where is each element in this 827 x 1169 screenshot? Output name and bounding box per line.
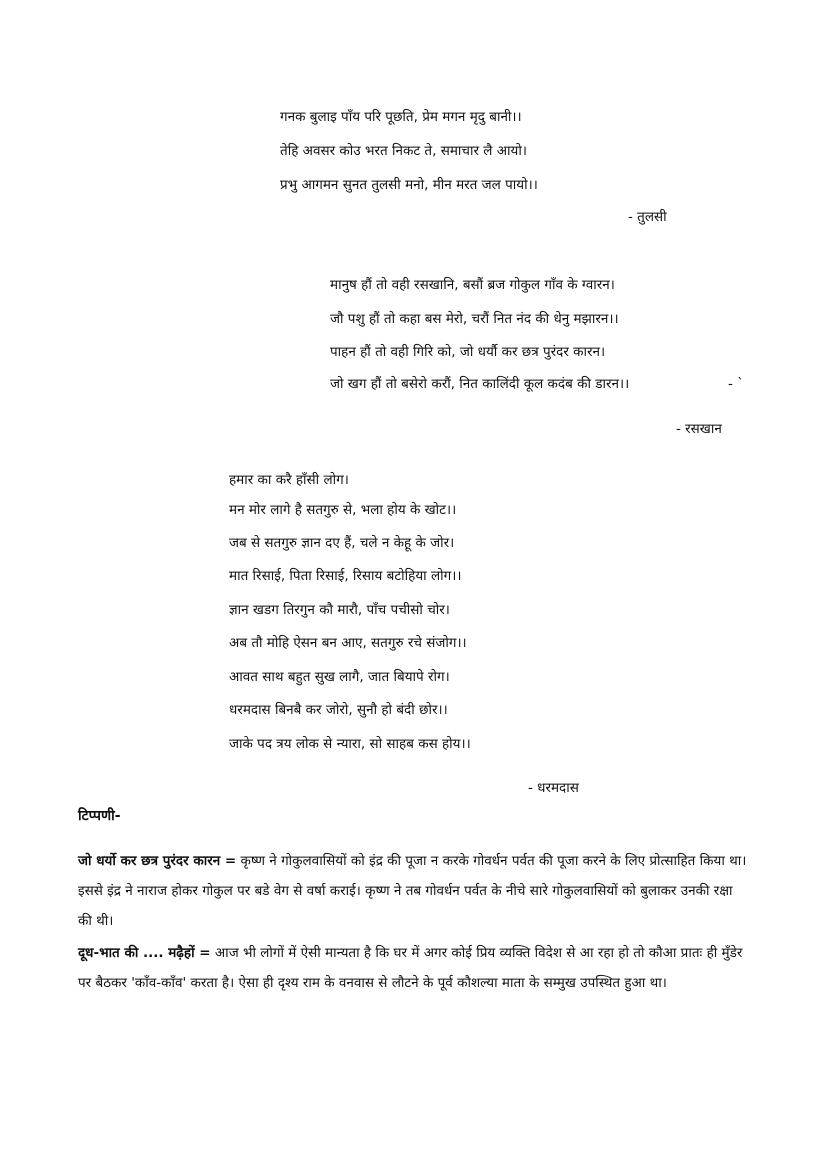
notes-heading: टिप्पणी- [78,808,121,824]
poem3-line-4: मात रिसाई, पिता रिसाई, रिसाय बटोहिया लोग।। [229,568,462,584]
poem2-line-4: जो खग हौं तो बसेरो करौं, नित कालिंदी कूल कदंब की डारन।। [330,376,630,392]
poem3-line-1: हमार का करै हाँसी लोग। [229,472,349,488]
poem2-line-3: पाहन हौं तो वही गिरि को, जो धर्यौ कर छत्र पुरंदर कारन। [330,344,606,360]
poem1-line-1: गनक बुलाइ पाँय परि पूछति, प्रेम मगन मृदु बानी।। [280,109,522,125]
poem3-line-7: आवत साथ बहुत सुख लागै, जात बियापे रोग। [229,669,450,685]
poem2-line-1: मानुष हौं तो वही रसखानि, बसौं ब्रज गोकुल गाँव के ग्वारन। [330,277,615,293]
note-term: जो धर्यो कर छत्र पुरंदर कारन = [78,853,237,869]
note-text: आज भी लोगों में ऐसी मान्यता है कि घर में अगर कोई प्रिय व्यक्ति विदेश से आ रहा हो तो कौआ प्रातः ही मुँडेर पर बैठकर 'काँव-काँव' करता है। ऐसा ही दृश्य राम के वनवास से लौटने के पूर्व कौशल्या माता के सम्मुख उपस्थित हुआ था। [78,945,743,991]
poem1-line-2: तेहि अवसर कोउ भरत निकट ते, समाचार लै आयो। [280,143,527,159]
note-item-2 [78,938,750,998]
poem3-line-6: अब तौ मोहि ऐसन बन आए, सतगुरु रचे संजोग।। [229,635,467,651]
poem3-line-5: ज्ञान खडग तिरगुन कौ मारौ, पाँच पचीसो चोर। [229,602,450,618]
poem2-stray-mark: - ` [728,376,744,392]
note-text: कृष्ण ने गोकुलवासियों को इंद्र की पूजा न करके गोवर्धन पर्वत की पूजा करने के लिए प्रोत्साहित किया था। इससे इंद्र ने नाराज होकर गोकुल पर बडे वेग से वर्षा कराई। कृष्ण ने तब गोवर्धन पर्वत के नीचे सारे गोकुलवासियों को बुलाकर उनकी रक्षा की थी। [78,853,747,929]
poem3-line-2: मन मोर लागे है सतगुरु से, भला होय के खोट।। [229,502,457,518]
poem3-line-8: धरमदास बिनबै कर जोरो, सुनौ हो बंदी छोर।। [229,702,448,718]
note-item-1 [78,846,750,936]
poem3-line-9: जाके पद त्रय लोक से न्यारा, सो साहब कस होय।। [229,736,471,752]
poem2-author: - रसखान [676,421,722,437]
note-term: दूध-भात की .... मढ़ैहों = [78,945,211,961]
poem1-author: - तुलसी [628,209,667,225]
poem3-author: - धरमदास [528,780,579,796]
poem2-line-2: जौ पशु हौं तो कहा बस मेरो, चरौं नित नंद की धेनु मझारन।। [330,311,619,327]
poem3-line-3: जब से सतगुरु ज्ञान दए हैं, चले न केहू के जोर। [229,535,455,551]
poem1-line-3: प्रभु आगमन सुनत तुलसी मनो, मीन मरत जल पायो।। [280,177,538,193]
